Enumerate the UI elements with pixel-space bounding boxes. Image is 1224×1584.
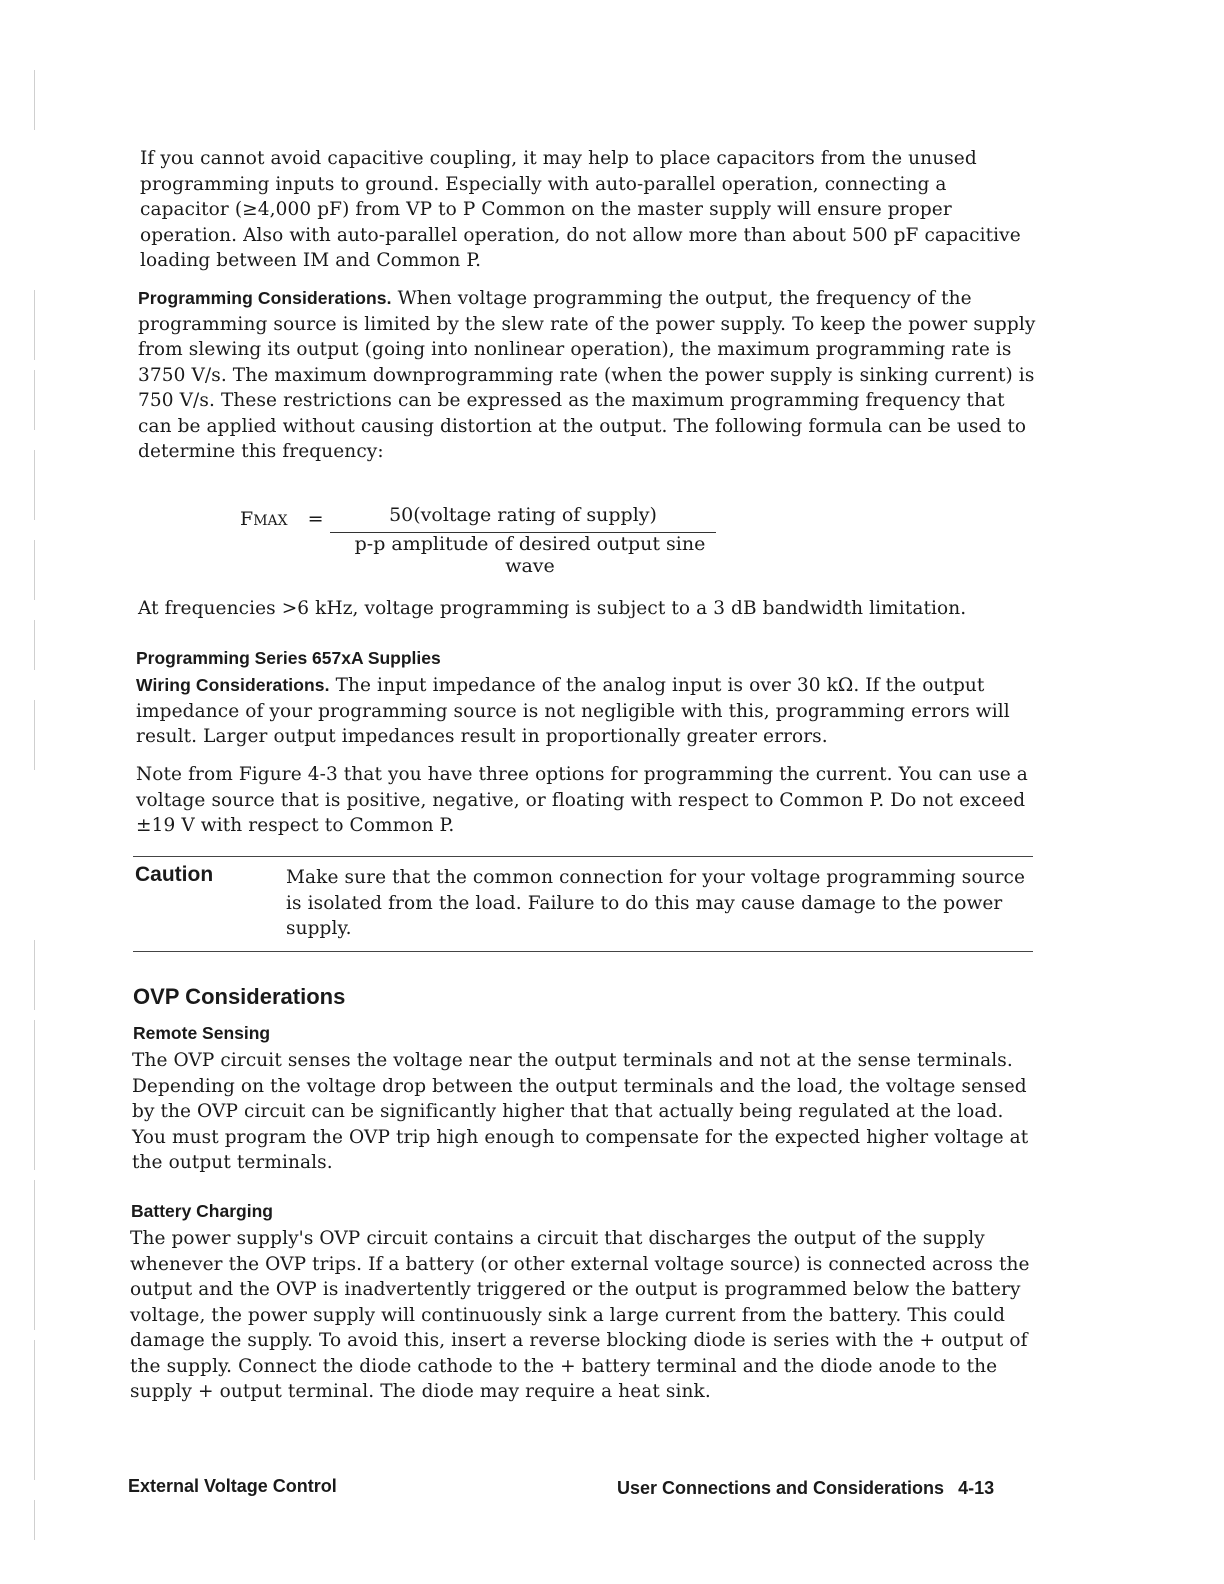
wiring-considerations-heading: Wiring Considerations. <box>136 675 330 695</box>
wiring-considerations-paragraph <box>136 673 1036 750</box>
footer-chapter-title: User Connections and Considerations <box>617 1478 945 1498</box>
wiring-considerations-text: The input impedance of the analog input is over 30 kΩ. If the output impedance of your programming source is not negligible with this, programming errors will result. Larger output impedances result in proportionally greater errors. <box>136 675 1010 747</box>
programming-considerations-text: When voltage programming the output, the frequency of the programming source is limited by the slew rate of the power supply. To keep the power supply from slewing its output (going into nonlinear operation), the maximum programming rate is 3750 V/s. The maximum downprogramming rate (when the power supply is sinking current) is 750 V/s. These restrictions can be expressed as the maximum programming frequency that can be applied without causing distortion at the output. The following formula can be used to determine this frequency: <box>138 288 1036 462</box>
page-number: 4-13 <box>958 1478 995 1498</box>
formula-denominator: p-p amplitude of desired output sine wave <box>354 533 706 577</box>
ovp-considerations-heading: OVP Considerations <box>133 984 346 1009</box>
series-657xa-heading: Programming Series 657xA Supplies <box>136 648 441 668</box>
fmax-formula <box>240 504 760 577</box>
formula-lhs: FMAX = <box>240 508 324 530</box>
battery-charging-heading: Battery Charging <box>131 1201 273 1221</box>
remote-sensing-heading: Remote Sensing <box>133 1023 271 1043</box>
battery-charging-paragraph: The power supply's OVP circuit contains a circuit that discharges the output of the supply whenever the OVP trips. If a battery (or other external voltage source) is connected across the output and the OVP is inadvertently triggered or the output is programmed below the battery voltage, the power supply will continuously sink a large current from the battery. This could damage the supply. To avoid this, insert a reverse blocking diode is series with the + output of the supply. Connect the diode cathode to the + battery terminal and the diode anode to the supply + output terminal. The diode may require a heat sink. <box>130 1228 1030 1402</box>
programming-considerations-paragraph <box>138 286 1040 465</box>
current-programming-note: Note from Figure 4-3 that you have three options for programming the current. You can use a voltage source that is positive, negative, or floating with respect to Common P. Do not exceed ±19 V with respect to Common P. <box>136 764 1028 836</box>
formula-numerator: 50(voltage rating of supply) <box>389 504 657 526</box>
caution-label: Caution <box>135 863 214 886</box>
caution-text: Make sure that the common connection for your voltage programming source is isolated from the load. Failure to do this may cause damage to the power supply. <box>286 867 1026 939</box>
formula-equals: = <box>307 508 324 530</box>
formula-lhs-subscript: MAX <box>253 513 288 529</box>
capacitive-coupling-paragraph: If you cannot avoid capacitive coupling, it may help to place capacitors from the unused programming inputs to ground. Especially with auto-parallel operation, connecting a capacitor (≥4,000 pF) from VP to P Common on the master supply will ensure proper operation. Also with auto-parallel operation, do not allow more than about 500 pF capacitive loading between IM and Common P. <box>140 148 1021 271</box>
scan-margin-marks <box>30 60 40 1540</box>
programming-considerations-heading: Programming Considerations. <box>138 288 392 308</box>
footer-chapter <box>617 1478 994 1499</box>
bandwidth-limitation-paragraph: At frequencies >6 kHz, voltage programming is subject to a 3 dB bandwidth limitation. <box>138 598 967 619</box>
remote-sensing-paragraph: The OVP circuit senses the voltage near the output terminals and not at the sense terminals. Depending on the voltage drop between the output terminals and the load, the voltage sensed by the OVP circuit can be significantly higher that that actually being regulated at the load. You must program the OVP trip high enough to compensate for the expected higher voltage at the output terminals. <box>132 1050 1029 1173</box>
caution-box <box>133 856 1033 952</box>
footer-section-title: External Voltage Control <box>128 1476 337 1496</box>
